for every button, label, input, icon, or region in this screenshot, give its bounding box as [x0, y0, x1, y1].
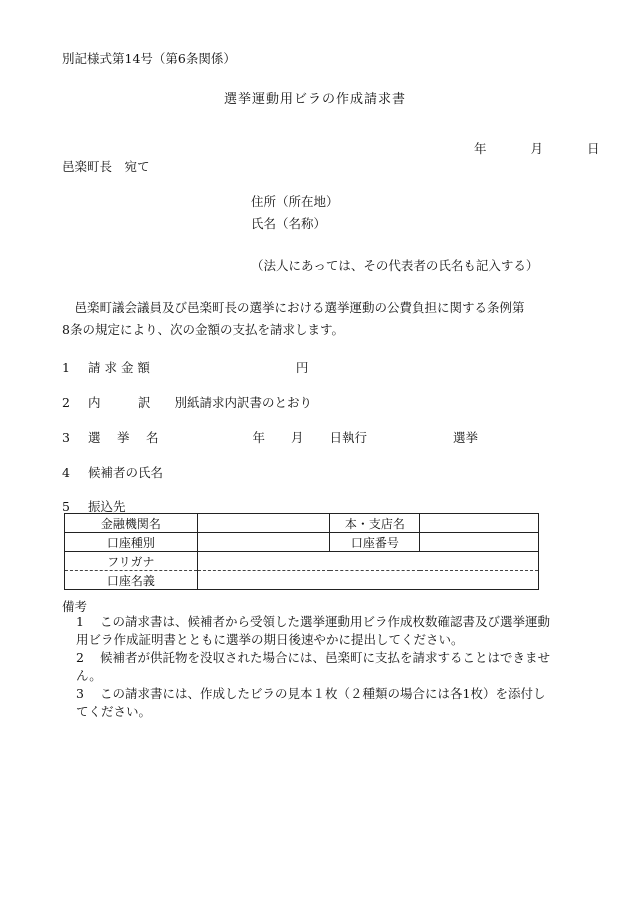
item-3-election: 選挙 — [453, 430, 479, 445]
item-1-unit: 円 — [295, 360, 309, 375]
table-row — [65, 514, 539, 533]
item-election — [62, 428, 478, 446]
furigana-input[interactable] — [197, 552, 538, 571]
account-holder-label: 口座名義 — [65, 571, 198, 590]
date-field — [474, 139, 600, 157]
form-label: 別記様式第14号（第6条関係） — [62, 51, 236, 66]
note-2-number: 2 — [76, 650, 84, 665]
date-month-label: 月 — [530, 141, 544, 156]
item-3-day: 日執行 — [329, 430, 367, 445]
item-4-number: 4 — [62, 465, 70, 480]
bank-table — [64, 513, 539, 590]
account-type-label: 口座種別 — [65, 533, 198, 552]
item-candidate — [62, 463, 163, 481]
note-2 — [76, 649, 556, 685]
item-5-number: 5 — [62, 499, 70, 514]
date-year-label: 年 — [474, 141, 487, 156]
item-3-year: 年 — [252, 430, 265, 445]
table-row — [65, 571, 539, 590]
notes-title: 備考 — [62, 599, 88, 614]
note-1-text: この請求書は、候補者から受領した選挙運動用ビラ作成枚数確認書及び選挙運動用ビラ作成証明書とともに選挙の期日後速やかに提出してください。 — [76, 614, 551, 647]
item-amount — [62, 358, 308, 376]
item-1-number: 1 — [62, 360, 70, 375]
account-number-label: 口座番号 — [330, 533, 420, 552]
note-1 — [76, 613, 556, 649]
item-1-label: 請 求 金 額 — [88, 360, 150, 375]
account-type-input[interactable] — [197, 533, 330, 552]
item-3-number: 3 — [62, 430, 70, 445]
body-line-1 — [62, 298, 525, 316]
bank-name-label: 金融機関名 — [65, 514, 198, 533]
addressee: 邑楽町長 宛て — [62, 159, 150, 174]
note-3-number: 3 — [76, 686, 84, 701]
document-title: 選挙運動用ビラの作成請求書 — [223, 92, 406, 107]
branch-input[interactable] — [420, 514, 539, 533]
table-row — [65, 552, 539, 571]
date-day-label: 日 — [587, 141, 600, 156]
item-5-label: 振込先 — [88, 499, 126, 514]
table-row — [65, 533, 539, 552]
item-2-label: 内 訳 — [88, 395, 151, 410]
corporation-note: （法人にあっては、その代表者の氏名も記入する） — [251, 258, 539, 273]
item-4-label: 候補者の氏名 — [88, 465, 164, 480]
furigana-label: フリガナ — [65, 552, 198, 571]
account-number-input[interactable] — [420, 533, 539, 552]
item-2-number: 2 — [62, 395, 70, 410]
note-2-text: 候補者が供託物を没収された場合には、邑楽町に支払を請求することはできません。 — [76, 650, 551, 683]
address-label: 住所（所在地） — [251, 194, 339, 209]
note-3 — [76, 685, 556, 721]
item-3-month: 月 — [290, 430, 304, 445]
item-3-label: 選 挙 名 — [88, 430, 159, 445]
body-line-1-text: 邑楽町議会議員及び邑楽町長の選挙における選挙運動の公費負担に関する条例第 — [74, 300, 525, 315]
branch-label: 本・支店名 — [330, 514, 420, 533]
name-label: 氏名（名称） — [251, 216, 327, 231]
account-holder-input[interactable] — [197, 571, 538, 590]
item-2-value: 別紙請求内訳書のとおり — [174, 395, 313, 410]
body-line-2: 8条の規定により、次の金額の支払を請求します。 — [62, 322, 344, 337]
note-1-number: 1 — [76, 614, 84, 629]
item-breakdown — [62, 393, 312, 411]
note-3-text: この請求書には、作成したビラの見本１枚（２種類の場合には各1枚）を添付してください。 — [76, 686, 546, 719]
bank-name-input[interactable] — [197, 514, 330, 533]
